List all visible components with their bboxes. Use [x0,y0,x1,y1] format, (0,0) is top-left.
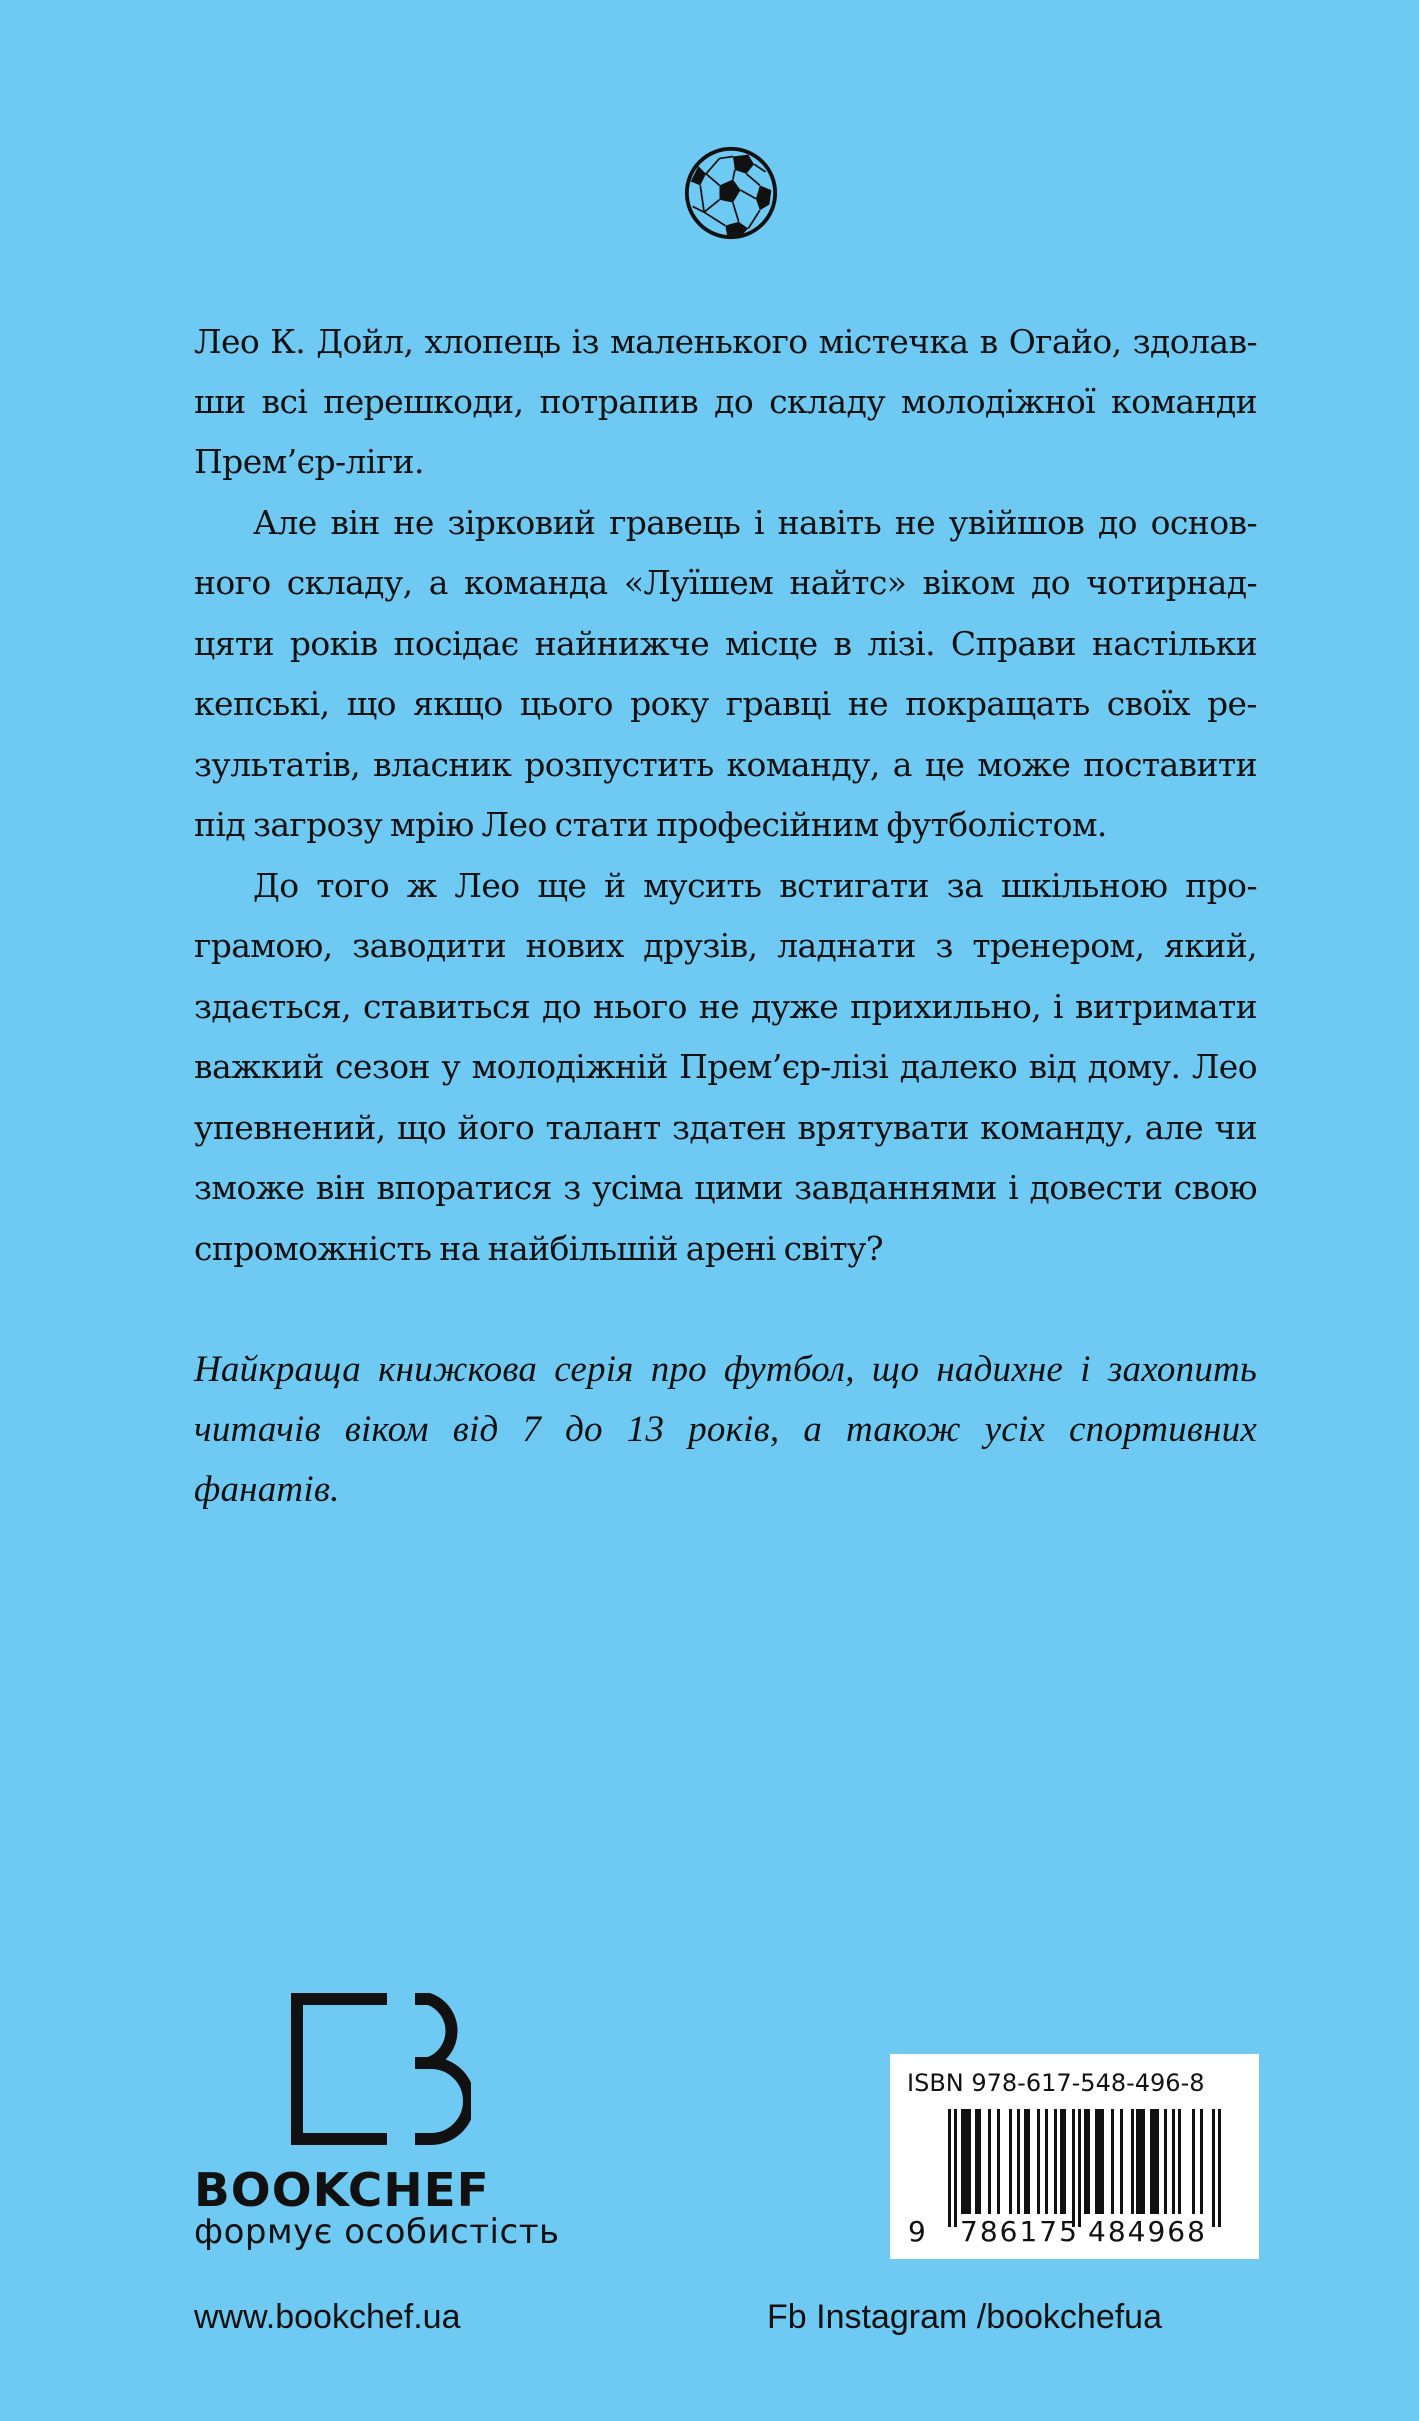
paragraph-3-line-1: До того ж Лео ще й мусить встигати за шкільною про- [253,866,1257,905]
barcode-icon [908,2109,1238,2249]
publisher-logo [194,1990,574,2260]
paragraph-3-line-2: грамою, заводити нових друзів, ладнати з тренером, який, [194,926,1257,965]
paragraph-2-line-6: під загрозу мрію Лео стати професійним футболістом. [194,805,1107,844]
paragraph-3-line-4: важкий сезон у молодіжній Прем’єр-лізі далеко від дому. Лео [194,1047,1257,1086]
paragraph-2-line-5: зультатів, власник розпустить команду, а це може поставити [194,745,1257,784]
paragraph-2-line-2: ного складу, а команда «Луїшем найтс» віком до чотирнад- [194,563,1257,602]
paragraph-3-line-3: здається, ставиться до нього не дуже прихильно, і витримати [194,987,1257,1026]
paragraph-1-line-1: Лео К. Дойл, хлопець із маленького містечка в Огайо, здолав- [194,322,1257,361]
isbn-label: ISBN 978-617-548-496-8 [907,2069,1205,2097]
tagline-line-3: фанатів. [194,1469,340,1510]
ean-group-1: 786175 [960,2215,1079,2248]
soccer-ball-icon [683,145,779,241]
paragraph-1-line-2: ши всі перешкоди, потрапив до складу молодіжної команди [194,382,1257,421]
bookchef-logo-mark-icon [291,1993,471,2145]
social-media-handle: Fb Instagram /bookchefua [767,2298,1163,2336]
paragraph-2-line-1: Але він не зірковий гравець і навіть не увійшов до основ- [253,503,1257,542]
publisher-name: BOOKCHEF [194,2163,490,2217]
paragraph-2-line-4: кепські, що якщо цього року гравці не покращать своїх ре- [194,684,1257,723]
ean-group-2: 484968 [1088,2215,1207,2248]
tagline-line-2: читачів віком від 7 до 13 років, а також усіх спортивних [194,1409,1257,1450]
paragraph-2-line-3: цяти років посідає найнижче місце в лізі. Справи настільки [194,624,1257,663]
paragraph-1-line-3: Прем’єр-ліги. [194,442,424,481]
website-link[interactable]: www.bookchef.ua [194,2298,461,2336]
paragraph-3-line-6: зможе він впоратися з усіма цими завданнями і довести свою [194,1168,1257,1207]
publisher-slogan: формує особистість [194,2212,560,2252]
ean-first-digit: 9 [908,2215,926,2248]
paragraph-3-line-5: упевнений, що його талант здатен врятувати команду, але чи [194,1108,1257,1147]
isbn-barcode [890,2054,1259,2259]
paragraph-3-line-7: спроможність на найбільшій арені світу? [194,1229,883,1268]
tagline-line-1: Найкраща книжкова серія про футбол, що надихне і захопить [194,1349,1257,1390]
